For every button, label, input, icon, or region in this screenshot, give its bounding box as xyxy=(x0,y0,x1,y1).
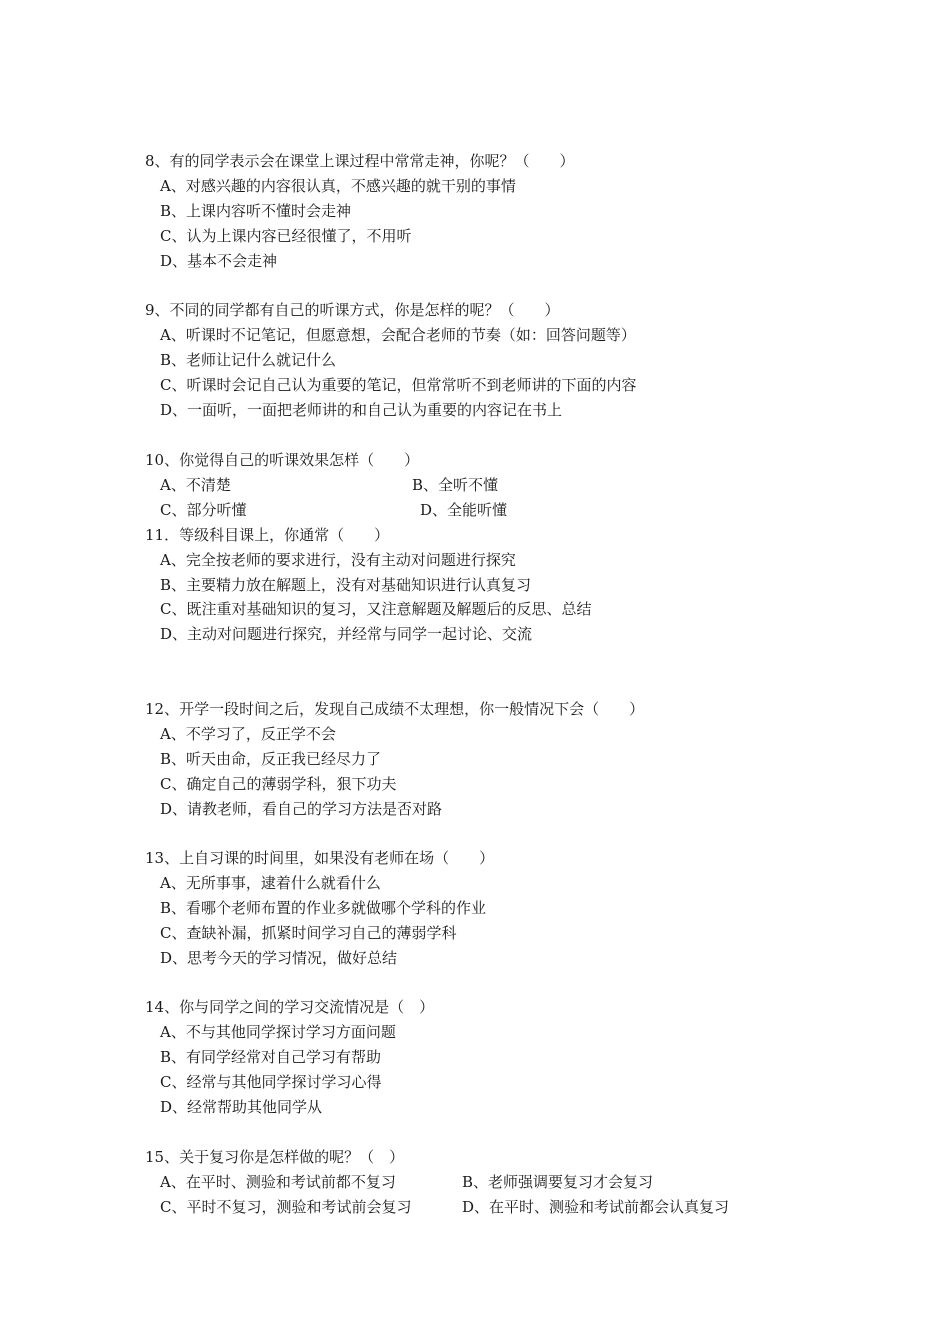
question-11-option-a: A、完全按老师的要求进行，没有主动对问题进行探究 xyxy=(160,551,516,569)
question-10-stem: 10、你觉得自己的听课效果怎样（ ） xyxy=(145,451,420,469)
question-14-option-a: A、不与其他同学探讨学习方面问题 xyxy=(160,1023,396,1041)
question-12-stem: 12、开学一段时间之后，发现自己成绩不太理想，你一般情况下会（ ） xyxy=(145,700,645,718)
question-8-option-a: A、对感兴趣的内容很认真，不感兴趣的就干别的事情 xyxy=(160,177,516,195)
question-9-option-b: B、老师让记什么就记什么 xyxy=(160,351,337,369)
question-14-stem: 14、你与同学之间的学习交流情况是（ ） xyxy=(145,998,435,1016)
question-12-option-a: A、不学习了，反正学不会 xyxy=(160,725,336,743)
question-8-option-d: D、基本不会走神 xyxy=(160,252,278,270)
question-15-option-a: A、在平时、测验和考试前都不复习 xyxy=(160,1173,396,1191)
question-12-option-d: D、请教老师，看自己的学习方法是否对路 xyxy=(160,800,443,818)
question-10-option-d: D、全能听懂 xyxy=(420,501,508,519)
question-11-option-c: C、既注重对基础知识的复习，又注意解题及解题后的反思、总结 xyxy=(160,600,592,618)
question-13-option-a: A、无所事事，逮着什么就看什么 xyxy=(160,874,381,892)
question-10-option-c: C、部分听懂 xyxy=(160,501,247,519)
question-14-option-b: B、有同学经常对自己学习有帮助 xyxy=(160,1048,382,1066)
question-8-option-b: B、上课内容听不懂时会走神 xyxy=(160,202,352,220)
question-13-option-b: B、看哪个老师布置的作业多就做哪个学科的作业 xyxy=(160,899,487,917)
question-11-option-d: D、主动对问题进行探究，并经常与同学一起讨论、交流 xyxy=(160,625,533,643)
question-10-option-b: B、全听不懂 xyxy=(412,476,499,494)
question-15-option-d: D、在平时、测验和考试前都会认真复习 xyxy=(462,1198,730,1216)
question-9-stem: 9、不同的同学都有自己的听课方式，你是怎样的呢？（ ） xyxy=(145,301,560,319)
question-15-option-b: B、老师强调要复习才会复习 xyxy=(462,1173,654,1191)
question-11-option-b: B、主要精力放在解题上，没有对基础知识进行认真复习 xyxy=(160,576,532,594)
question-10-option-a: A、不清楚 xyxy=(160,476,231,494)
question-15-stem: 15、关于复习你是怎样做的呢？（ ） xyxy=(145,1148,405,1166)
question-9-option-d: D、一面听，一面把老师讲的和自己认为重要的内容记在书上 xyxy=(160,401,563,419)
question-9-option-a: A、听课时不记笔记，但愿意想，会配合老师的节奏（如：回答问题等） xyxy=(160,326,636,344)
question-14-option-d: D、经常帮助其他同学从 xyxy=(160,1098,323,1116)
question-13-stem: 13、上自习课的时间里，如果没有老师在场（ ） xyxy=(145,849,495,867)
question-13-option-c: C、查缺补漏，抓紧时间学习自己的薄弱学科 xyxy=(160,924,457,942)
question-8-option-c: C、认为上课内容已经很懂了，不用听 xyxy=(160,227,412,245)
question-9-option-c: C、听课时会记自己认为重要的笔记，但常常听不到老师讲的下面的内容 xyxy=(160,376,637,394)
question-12-option-b: B、听天由命，反正我已经尽力了 xyxy=(160,750,382,768)
question-13-option-d: D、思考今天的学习情况，做好总结 xyxy=(160,949,398,967)
question-8-stem: 8、有的同学表示会在课堂上课过程中常常走神，你呢？（ ） xyxy=(145,152,575,170)
question-12-option-c: C、确定自己的薄弱学科，狠下功夫 xyxy=(160,775,397,793)
question-14-option-c: C、经常与其他同学探讨学习心得 xyxy=(160,1073,382,1091)
question-11-stem: 11．等级科目课上，你通常（ ） xyxy=(145,526,390,544)
question-15-option-c: C、平时不复习，测验和考试前会复习 xyxy=(160,1198,412,1216)
